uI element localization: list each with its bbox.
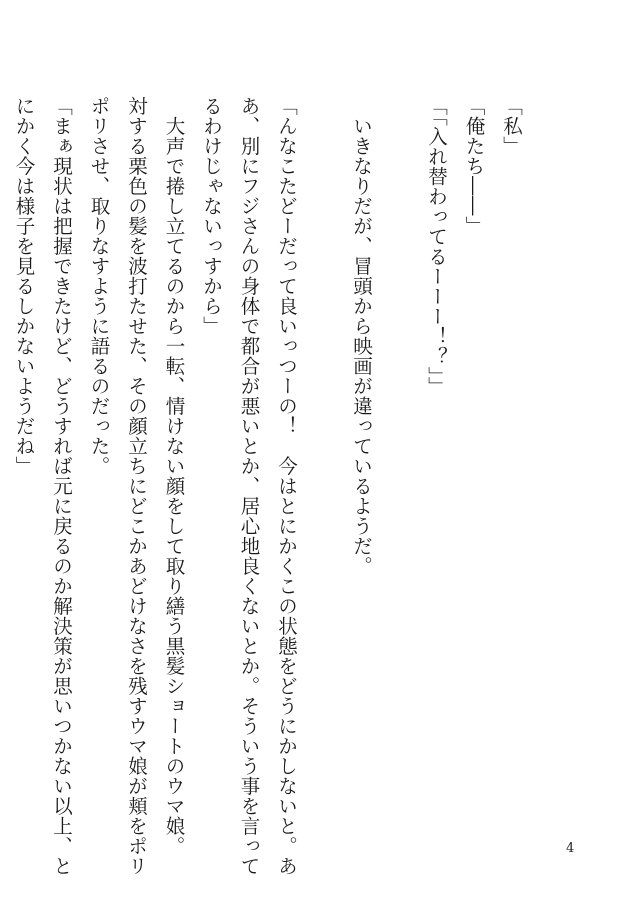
text-line: 「んなこたどーだって良いっつーの！ 今はとにかくこの状態をどうにかしないと。あ <box>275 96 298 876</box>
text-line: あ、別にフジさんの身体で都合が悪いとか、居心地良くないとか。そういう事を言って <box>237 96 261 876</box>
text-line: 大声で捲し立てるのから一転、情けない顔をして取り繕う黒髪ショートのウマ娘。 <box>162 96 186 856</box>
blank-line <box>305 96 343 796</box>
page-number: 4 <box>566 841 575 856</box>
text-line: 「俺たち――」 <box>462 96 486 236</box>
text-line: いきなりだが、冒頭から映画が違っているようだ。 <box>350 96 373 576</box>
text-line: にかく今は様子を見るしかないようだね」 <box>12 96 36 476</box>
vertical-text-body <box>12 96 530 876</box>
blank-line <box>380 96 418 796</box>
text-line: ポリさせ、取りなすように語るのだった。 <box>87 96 111 476</box>
text-line: 対する栗色の髪を波打たせた、その顔立ちにどこかあどけなさを残すウマ娘が頬をポリ <box>125 96 148 876</box>
text-line: るわけじゃないっすから」 <box>200 96 223 336</box>
text-line: 「私」 <box>500 96 523 156</box>
text-line <box>0 96 5 796</box>
text-line: 「「入れ替わってるーーー！？」」 <box>425 96 448 397</box>
text-line: 「まぁ現状は把握できたけど、どうすれば元に戻るのか解決策が思いつかない以上、と <box>50 96 73 876</box>
